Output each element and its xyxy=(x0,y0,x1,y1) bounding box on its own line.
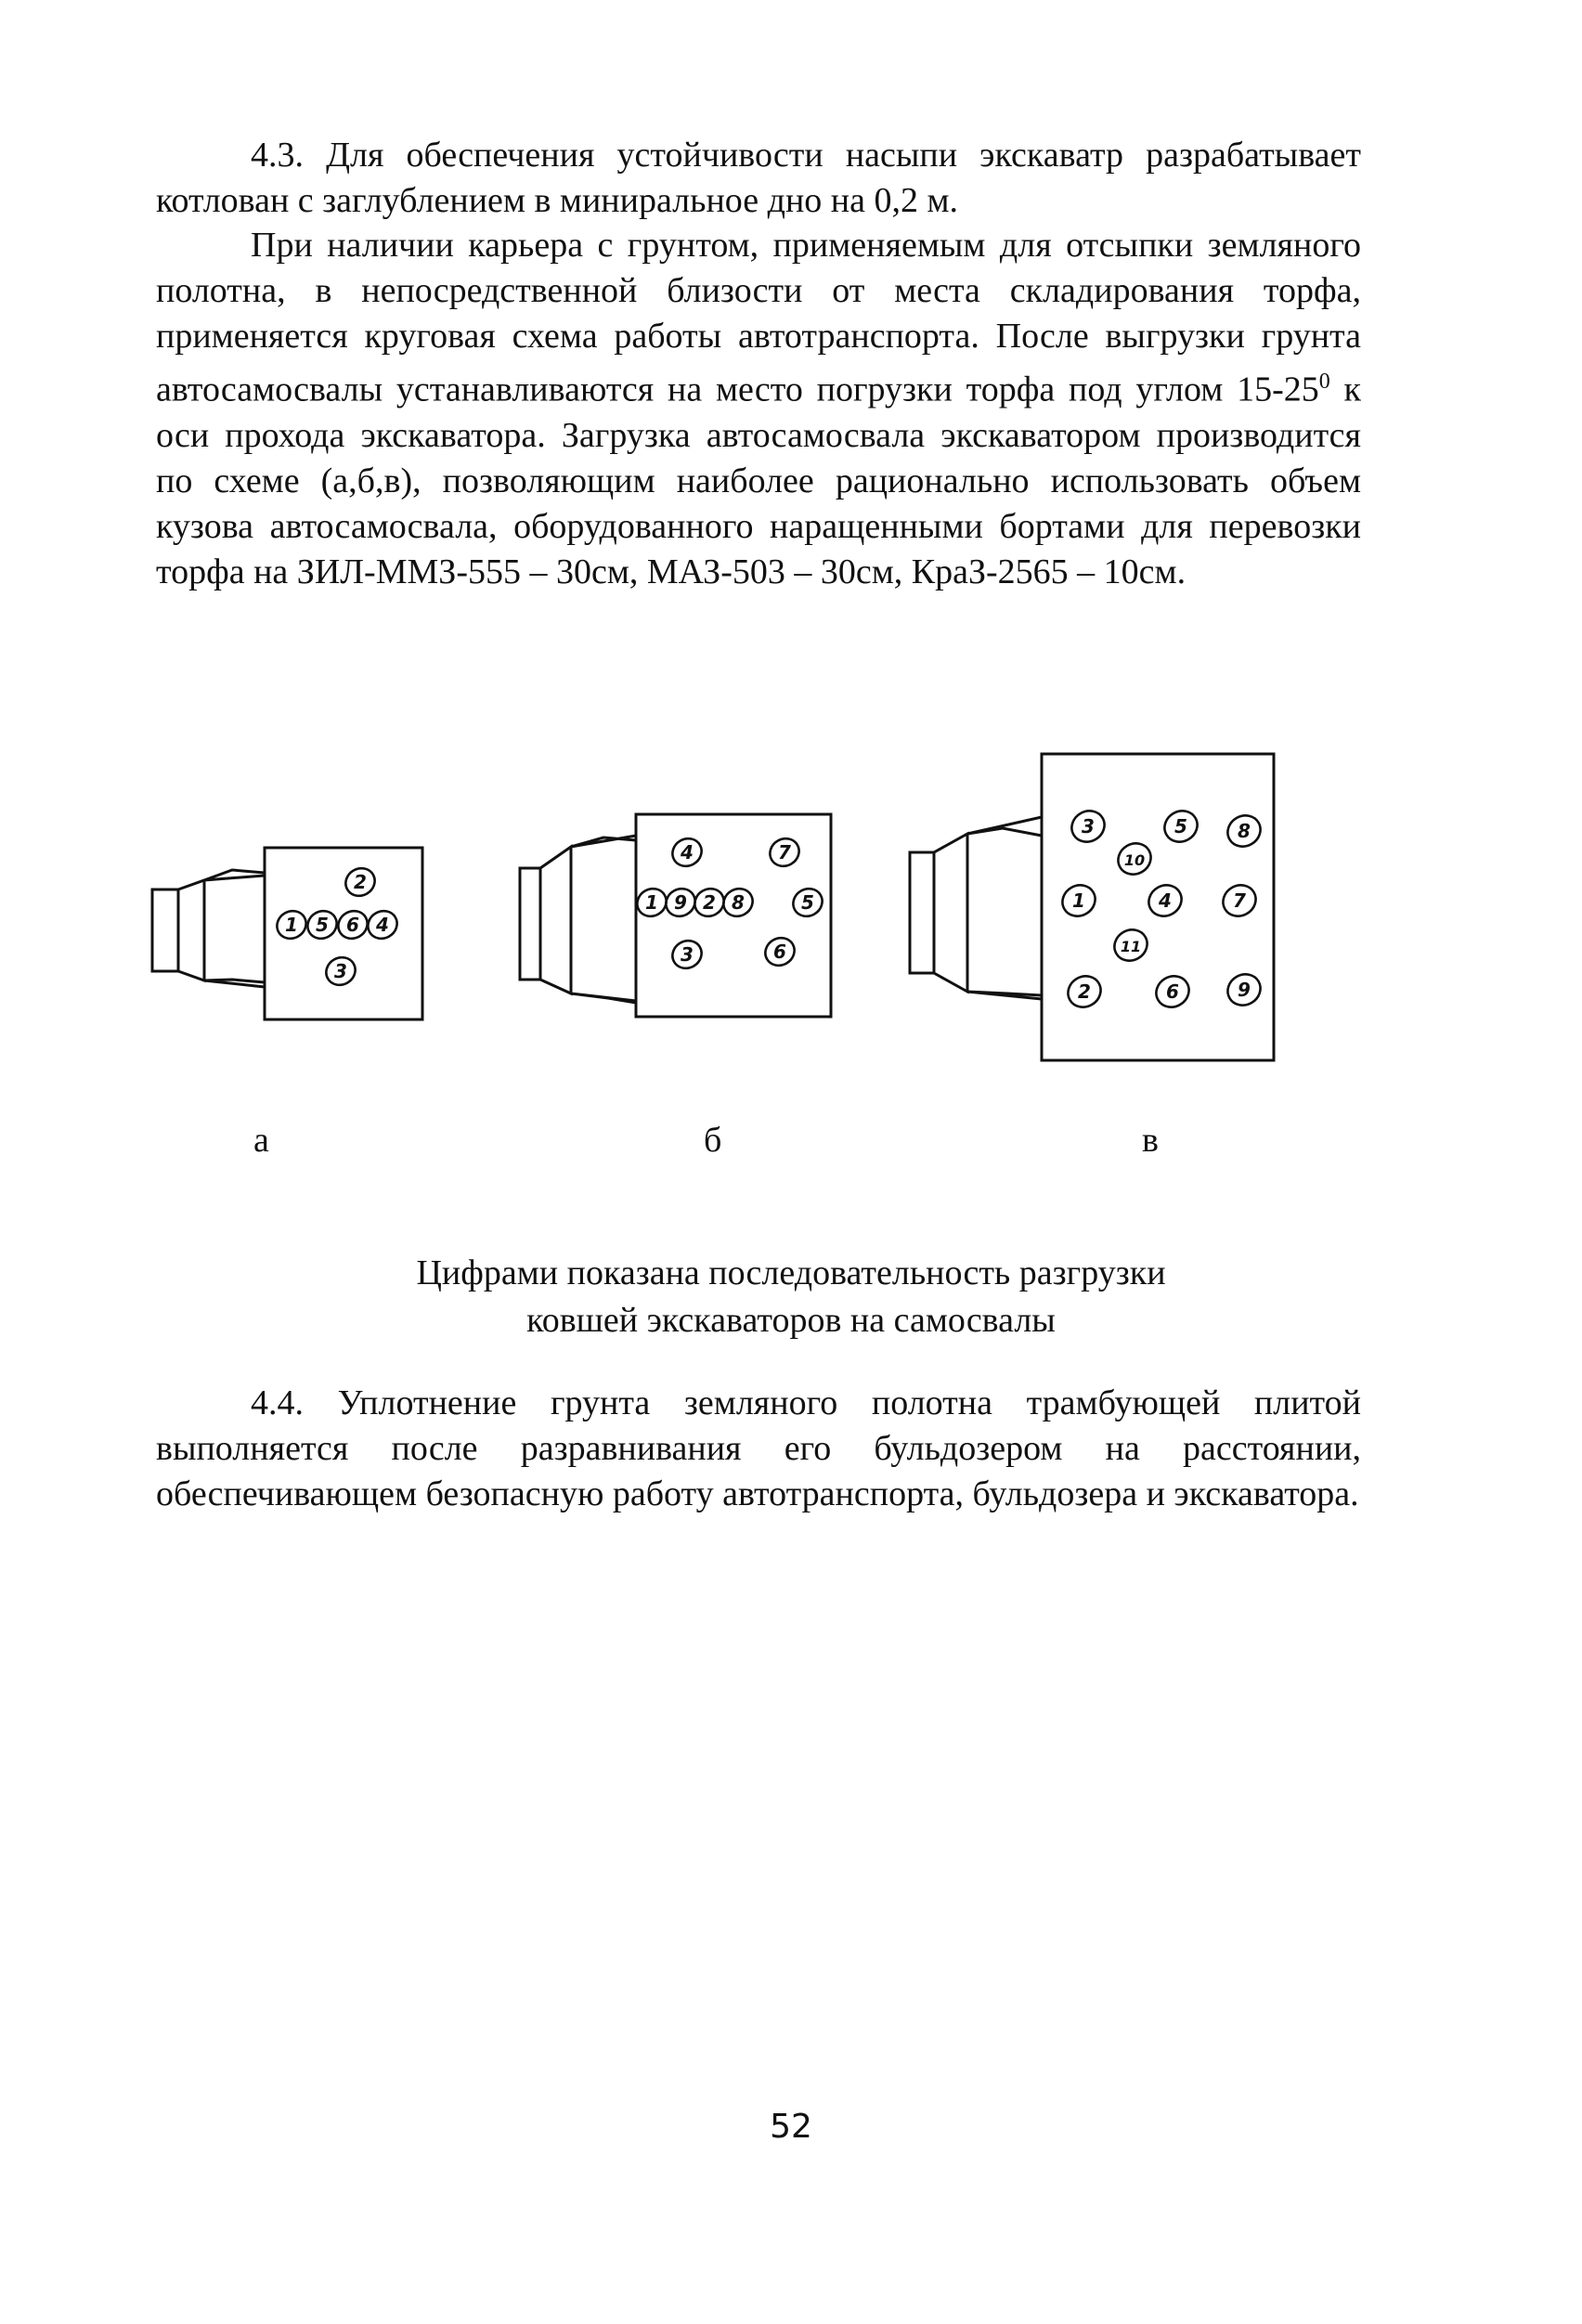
bucket-number: 5 xyxy=(1174,815,1187,837)
bucket-number: 3 xyxy=(1082,815,1095,837)
figure-caption xyxy=(0,1250,1582,1344)
bucket-number: 1 xyxy=(285,914,298,936)
bucket-number: 9 xyxy=(1238,979,1251,1001)
bucket-number: 9 xyxy=(674,891,687,914)
page-number: 52 xyxy=(770,2108,812,2146)
bucket-numbers-b xyxy=(632,834,827,974)
cab-b xyxy=(520,868,540,980)
scheme-label-a: а xyxy=(253,1121,269,1160)
scheme-label-b: б xyxy=(704,1121,722,1160)
cab-a xyxy=(152,889,178,971)
cab-v xyxy=(910,852,934,973)
caption-line-1: Цифрами показана последовательность разгрузки xyxy=(416,1253,1166,1292)
bucket-number: 4 xyxy=(681,841,694,863)
paragraph-4-3-continued xyxy=(156,223,1361,595)
scheme-a xyxy=(152,848,422,1019)
bucket-number: 5 xyxy=(801,891,814,914)
bucket-number: 6 xyxy=(1166,980,1179,1003)
bucket-number: 6 xyxy=(346,914,359,936)
bucket-number: 2 xyxy=(354,871,367,893)
bucket-number: 4 xyxy=(1159,889,1172,912)
bucket-number: 10 xyxy=(1123,851,1146,869)
bucket-number: 11 xyxy=(1120,938,1142,955)
cab-front-v xyxy=(934,817,1042,999)
bucket-number: 1 xyxy=(1072,889,1085,912)
bucket-number: 2 xyxy=(703,891,716,914)
scheme-v xyxy=(910,754,1274,1060)
bucket-number: 4 xyxy=(376,914,389,936)
bucket-number: 1 xyxy=(645,891,658,914)
bucket-number: 7 xyxy=(778,841,791,863)
bucket-number: 3 xyxy=(334,960,347,982)
scheme-b xyxy=(520,814,831,1017)
bucket-number: 8 xyxy=(1238,820,1251,842)
bucket-number: 8 xyxy=(732,891,745,914)
cab-front-b xyxy=(540,836,636,1003)
paragraph-4-3: 4.3. Для обеспечения устойчивости насыпи экскаватр разрабатывает котлован с заглублением в миниральное дно на 0,2 м. xyxy=(156,136,1361,220)
caption-line-2: ковшей экскаваторов на самосвалы xyxy=(526,1301,1056,1340)
paragraph-text-continued: к оси прохода экскаватора. Загрузка автосамосвала экскаватором производится по схеме (а,б,в), позволяющим наиболее рационально использовать объем кузова автосамосвала, оборудованного наращенными бортами для перевозки торфа на ЗИЛ-ММЗ-555 – 30см, МАЗ-503 – 30см, КраЗ-2565 – 10см. xyxy=(156,370,1361,591)
bucket-numbers-v xyxy=(1057,805,1265,1013)
bucket-numbers-a xyxy=(272,863,402,991)
paragraph-4-4: 4.4. Уплотнение грунта земляного полотна трамбующей плитой выполняется после разравнивания его бульдозером на расстоянии, обеспечивающем безопасную работу автотранспорта, бульдозера и экскаватора. xyxy=(156,1383,1361,1513)
bucket-number: 3 xyxy=(681,943,694,966)
cab-front-a xyxy=(178,870,265,987)
bucket-number: 2 xyxy=(1078,980,1091,1003)
scheme-label-v: в xyxy=(1142,1121,1159,1160)
bucket-number: 5 xyxy=(316,914,329,936)
bucket-number: 7 xyxy=(1233,889,1246,912)
paragraph-text: При наличии карьера с грунтом, применяемым для отсыпки земляного полотна, в непосредственной близости от места складирования торфа, применяется круговая схема работы автотранспорта. После выгрузки грунта автосамосвалы устанавливаются на место погрузки торфа под углом 15-25 xyxy=(156,226,1361,409)
degree-superscript: 0 xyxy=(1318,370,1330,394)
bucket-number: 6 xyxy=(773,941,786,963)
loading-schemes-figure xyxy=(139,743,1309,1096)
